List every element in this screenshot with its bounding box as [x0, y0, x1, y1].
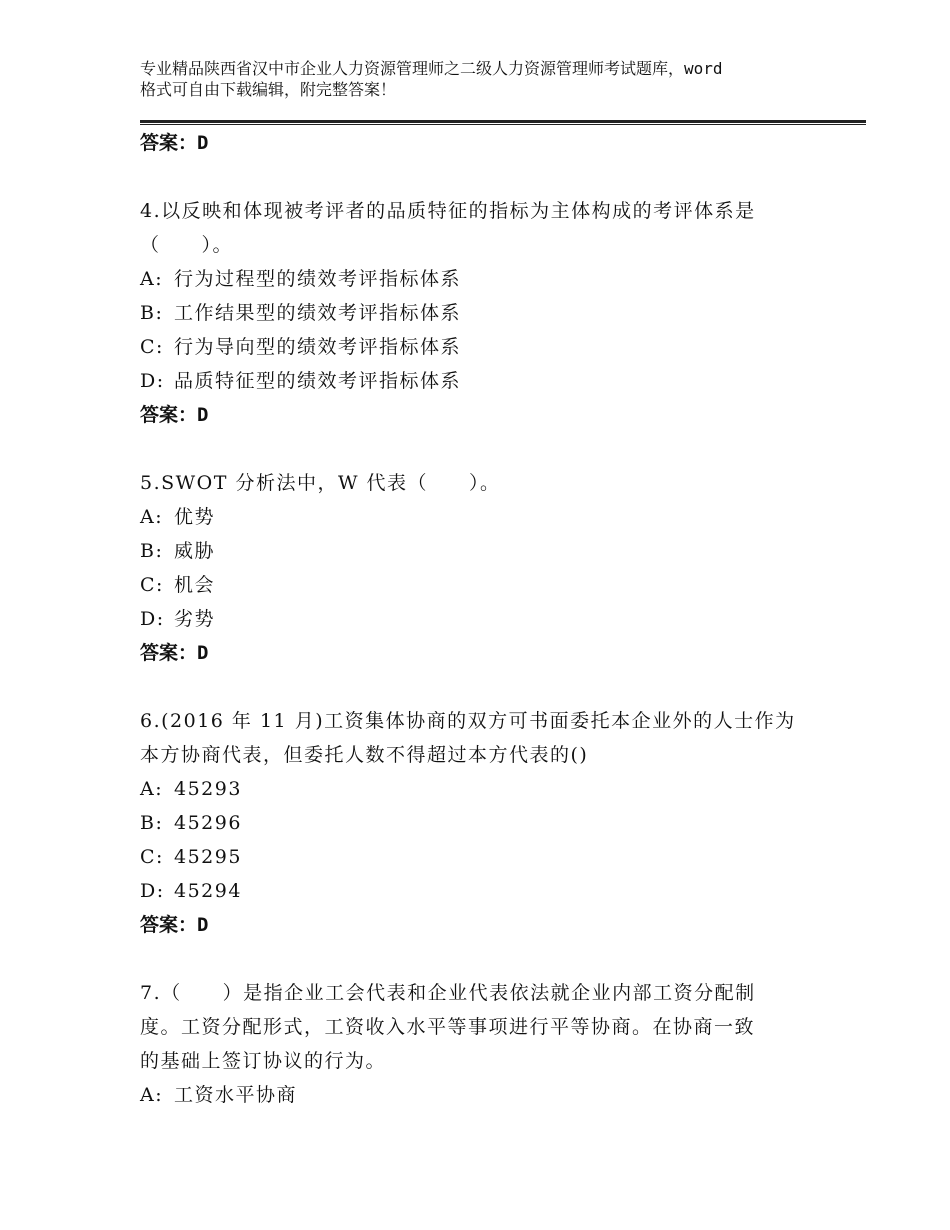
question-text: 6.(2016 年 11 月)工资集体协商的双方可书面委托本企业外的人士作为: [140, 710, 796, 732]
option-text: 品质特征型的绩效考评指标体系: [174, 370, 462, 392]
option-text: 威胁: [174, 540, 216, 562]
option-item: [140, 568, 820, 602]
previous-answer: 答案：D: [140, 132, 209, 154]
option-text: 行为导向型的绩效考评指标体系: [174, 336, 462, 358]
option-item: [140, 874, 820, 908]
option-item: [140, 500, 820, 534]
header-line-1: 专业精品陕西省汉中市企业人力资源管理师之二级人力资源管理师考试题库，word: [140, 59, 723, 78]
option-key: C:: [140, 846, 164, 868]
option-text: 45293: [174, 778, 242, 800]
header-divider: [140, 120, 866, 125]
option-text: 劣势: [174, 608, 216, 630]
question-text: （ ）。: [140, 234, 234, 256]
option-key: D:: [140, 608, 165, 630]
option-item: [140, 330, 820, 364]
question-text: 5.SWOT 分析法中，W 代表（ ）。: [140, 472, 501, 494]
option-key: C:: [140, 336, 164, 358]
option-key: A:: [140, 778, 164, 800]
option-key: A:: [140, 268, 164, 290]
question-block: [140, 704, 820, 942]
option-text: 行为过程型的绩效考评指标体系: [174, 268, 462, 290]
answer: 答案：D: [140, 914, 209, 936]
option-text: 工作结果型的绩效考评指标体系: [174, 302, 462, 324]
question-text: 度。工资分配形式，工资收入水平等事项进行平等协商。在协商一致: [140, 1016, 756, 1038]
option-item: [140, 840, 820, 874]
option-item: [140, 364, 820, 398]
answer: 答案：D: [140, 404, 209, 426]
question-text: 7.（ ）是指企业工会代表和企业代表依法就企业内部工资分配制: [140, 982, 756, 1004]
option-key: A:: [140, 1084, 164, 1106]
header-line-2: 格式可自由下载编辑，附完整答案！: [140, 80, 397, 99]
page-header: [140, 58, 840, 100]
question-block: [140, 466, 820, 670]
option-text: 45296: [174, 812, 242, 834]
option-key: B:: [140, 812, 164, 834]
option-key: A:: [140, 506, 164, 528]
option-key: D:: [140, 880, 165, 902]
question-text: 本方协商代表，但委托人数不得超过本方代表的(): [140, 744, 589, 766]
option-text: 优势: [174, 506, 216, 528]
question-block: [140, 194, 820, 432]
option-item: [140, 262, 820, 296]
option-key: B:: [140, 302, 164, 324]
option-item: [140, 602, 820, 636]
option-item: [140, 806, 820, 840]
option-item: [140, 772, 820, 806]
option-item: [140, 534, 820, 568]
question-block: [140, 976, 820, 1112]
question-text: 的基础上签订协议的行为。: [140, 1050, 387, 1072]
option-key: B:: [140, 540, 164, 562]
option-item: [140, 296, 820, 330]
option-text: 45295: [174, 846, 242, 868]
option-item: [140, 1078, 820, 1112]
answer: 答案：D: [140, 642, 209, 664]
option-text: 工资水平协商: [174, 1084, 298, 1106]
option-text: 机会: [174, 574, 216, 596]
option-key: C:: [140, 574, 164, 596]
option-text: 45294: [174, 880, 242, 902]
question-text: 4.以反映和体现被考评者的品质特征的指标为主体构成的考评体系是: [140, 200, 756, 222]
document-body: [140, 126, 820, 1112]
option-key: D:: [140, 370, 165, 392]
